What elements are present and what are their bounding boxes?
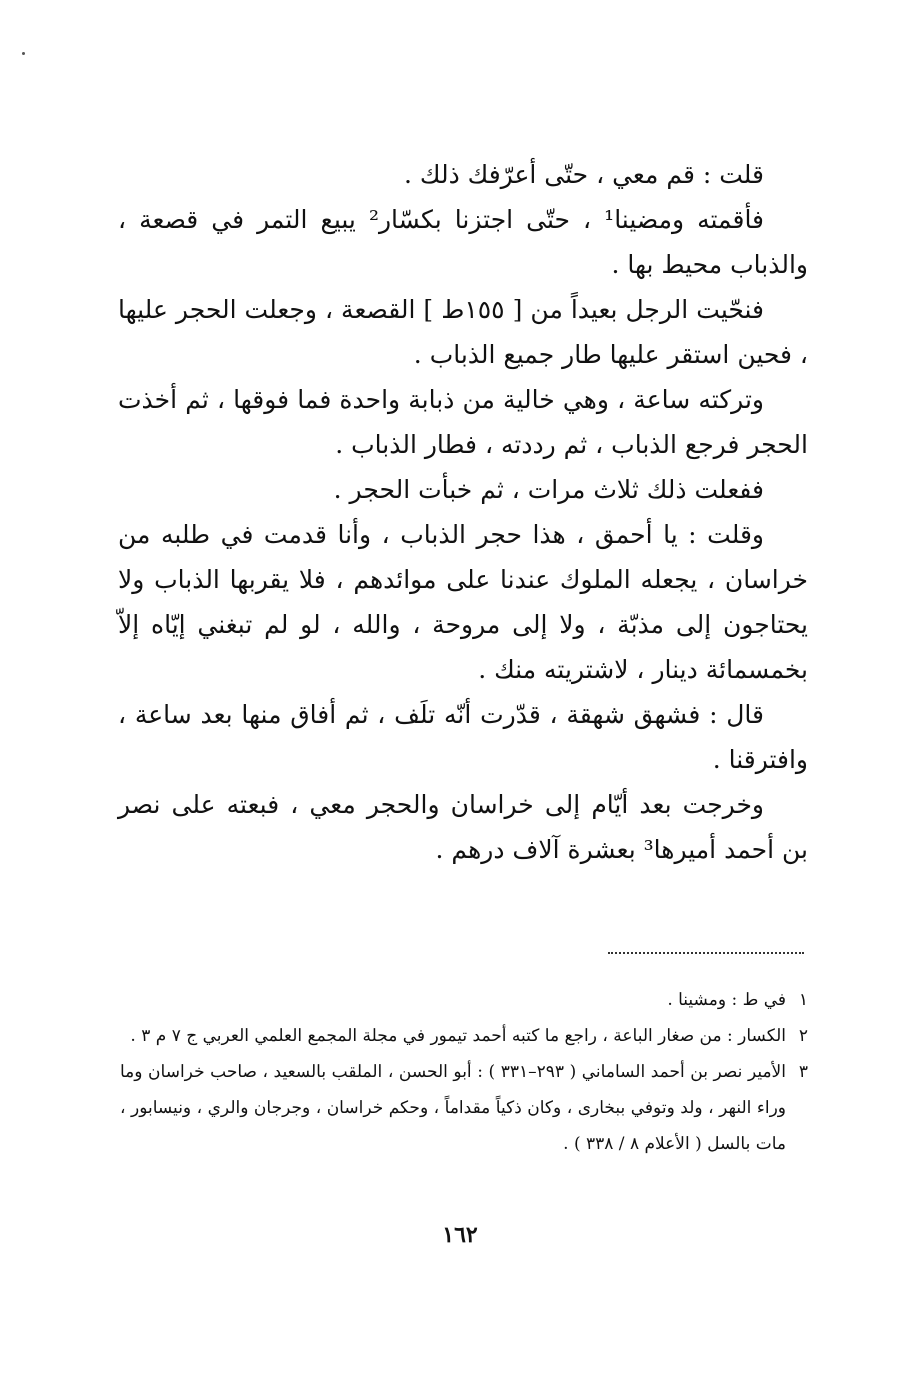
main-text	[118, 152, 808, 872]
footnote-item	[120, 1054, 808, 1162]
paragraph: وتركته ساعة ، وهي خالية من ذبابة واحدة فما فوقها ، ثم أخذت الحجر فرجع الذباب ، ثم رددته ، فطار الذباب .	[118, 385, 808, 459]
paragraph: قال : فشهق شهقة ، قدّرت أنّه تلَف ، ثم أفاق منها بعد ساعة ، وافترقنا .	[118, 700, 808, 774]
paragraph: فأقمته ومضينا¹ ، حتّى اجتزنا بكسّار² يبيع التمر في قصعة ، والذباب محيط بها .	[118, 205, 808, 279]
footnote-item	[120, 982, 808, 1018]
scan-speck	[22, 52, 25, 55]
footnote-text: الكسار : من صغار الباعة ، راجع ما كتبه أحمد تيمور في مجلة المجمع العلمي العربي ج ٧ م ٣ .	[130, 1026, 786, 1046]
footnote-separator	[608, 952, 804, 954]
page-number: ١٦٢	[442, 1222, 478, 1248]
paragraph: ففعلت ذلك ثلاث مرات ، ثم خبأت الحجر .	[333, 475, 764, 504]
paragraph: وقلت : يا أحمق ، هذا حجر الذباب ، وأنا قدمت في طلبه من خراسان ، يجعله الملوك عندنا على موائدهم ، فلا يقربها الذباب ولا يحتاجون إلى مذبّة ، ولا إلى مروحة ، والله ، لو لم تبغني إيّاه إلاّ بخمسمائة دينار ، لاشتريته منك .	[118, 520, 808, 684]
footnote-number: ٢	[798, 1026, 808, 1046]
footnote-text: الأمير نصر بن أحمد الساماني ( ٢٩٣–٣٣١ ) : أبو الحسن ، الملقب بالسعيد ، صاحب خراسان وما وراء النهر ، ولد وتوفي ببخارى ، وكان ذكياً مقداماً ، وحكم خراسان ، وجرجان والري ، ونيسابور ، مات بالسل ( الأعلام ٨ / ٣٣٨ ) .	[120, 1062, 786, 1154]
footnote-item	[120, 1018, 808, 1054]
paragraph: فنحّيت الرجل بعيداً من [ ١٥٥ط ] القصعة ، وجعلت الحجر عليها ، فحين استقر عليها طار جميع الذباب .	[118, 295, 808, 369]
footnotes	[120, 982, 808, 1162]
paragraph: قلت : قم معي ، حتّى أعرّفك ذلك .	[404, 160, 764, 189]
footnote-text: في ط : ومشينا .	[667, 990, 786, 1010]
footnote-number: ١	[798, 990, 808, 1010]
footnote-number: ٣	[798, 1062, 808, 1082]
paragraph: وخرجت بعد أيّام إلى خراسان والحجر معي ، فبعته على نصر بن أحمد أميرها³ بعشرة آلاف درهم .	[118, 790, 808, 864]
